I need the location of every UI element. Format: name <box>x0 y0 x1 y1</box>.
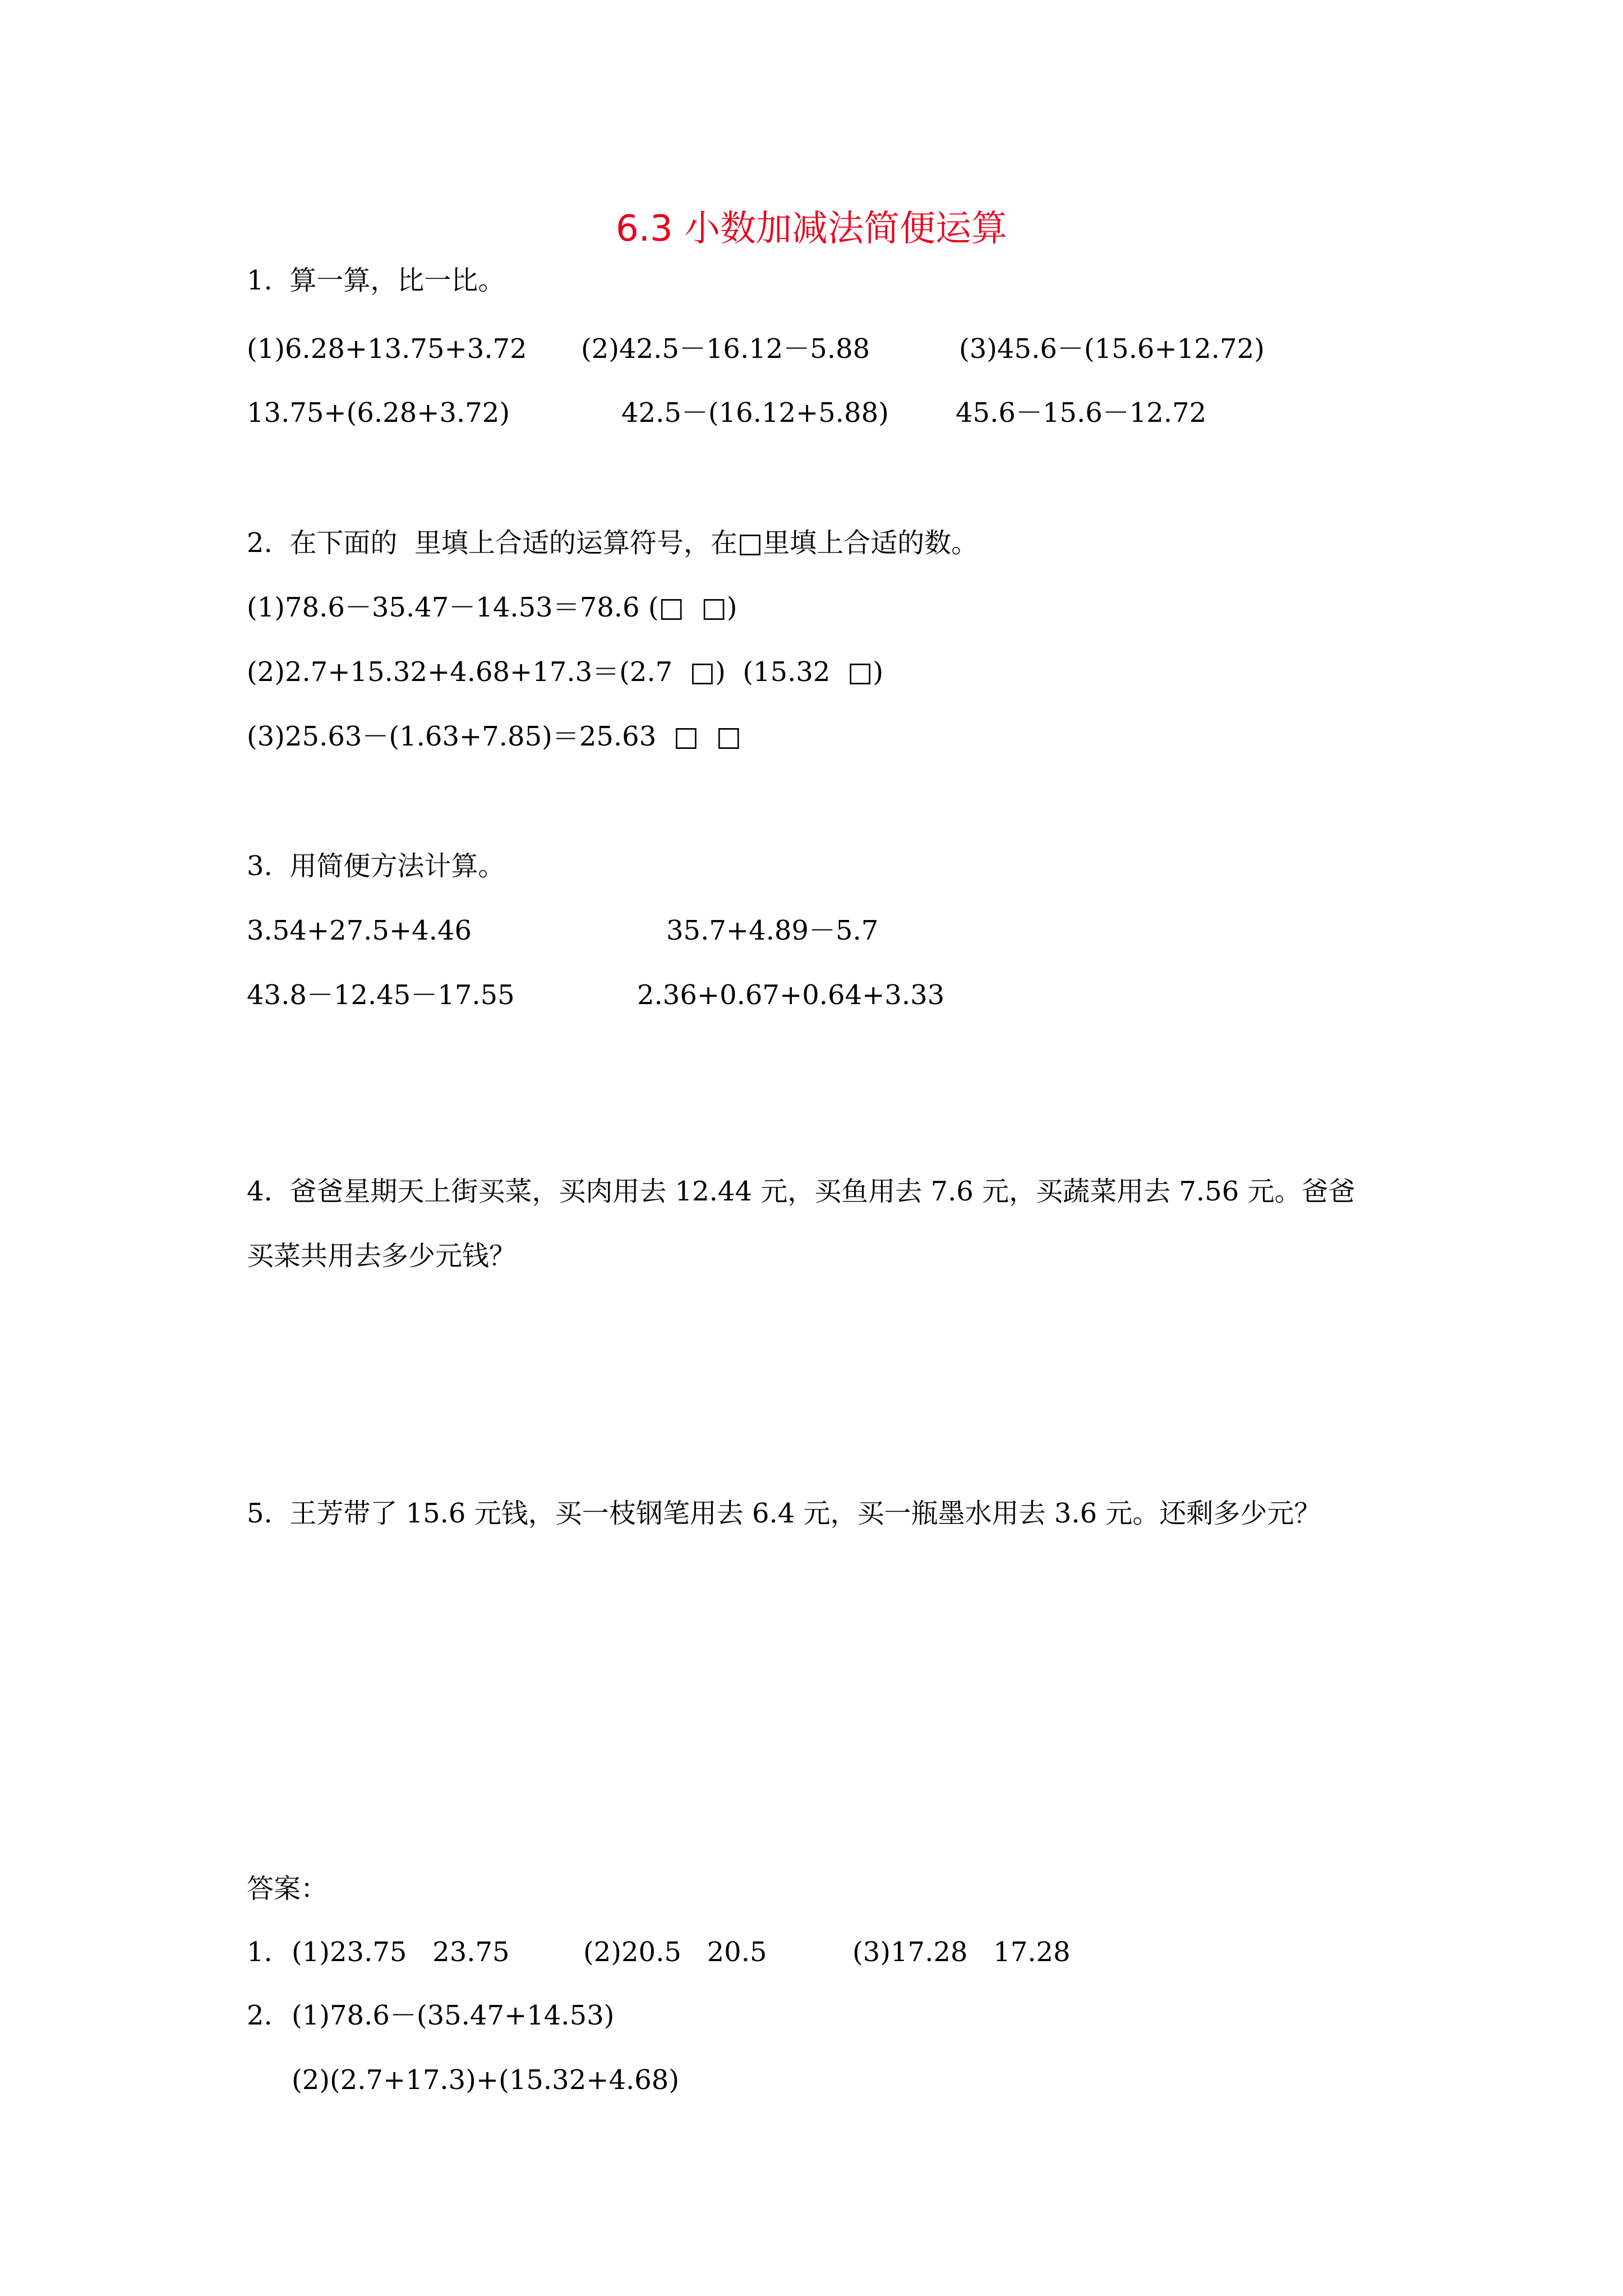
q2-heading: 2. 在下面的 里填上合适的运算符号，在□里填上合适的数。 <box>247 527 979 559</box>
q2-item-3: (3)25.63－(1.63+7.85)＝25.63 □ □ <box>247 721 741 752</box>
q3-expr-3: 43.8－12.45－17.55 <box>247 979 515 1011</box>
q4-line-1: 4. 爸爸星期天上街买菜，买肉用去 12.44 元，买鱼用去 7.6 元，买蔬菜用去 7.56 元。爸爸 <box>247 1176 1355 1207</box>
q1-heading: 1. 算一算，比一比。 <box>247 265 505 296</box>
q1-expr-3b: 45.6－15.6－12.72 <box>956 397 1207 429</box>
q1-expr-2b: 42.5－(16.12+5.88) <box>621 397 889 429</box>
answer-2-number: 2. <box>247 2000 273 2031</box>
q2-item-2: (2)2.7+15.32+4.68+17.3＝(2.7 □) (15.32 □) <box>247 656 884 688</box>
q3-expr-2: 35.7+4.89－5.7 <box>666 915 879 946</box>
q2-item-1: (1)78.6－35.47－14.53＝78.6 (□ □) <box>247 592 737 623</box>
answer-2-part-2: (2)(2.7+17.3)+(15.32+4.68) <box>292 2064 680 2096</box>
q1-expr-2a: (2)42.5－16.12－5.88 <box>581 333 870 365</box>
q1-expr-1b: 13.75+(6.28+3.72) <box>247 397 510 429</box>
answer-1-part-2: (2)20.5 20.5 <box>583 1936 767 1968</box>
answer-1-part-1: (1)23.75 23.75 <box>292 1936 510 1968</box>
q3-expr-4: 2.36+0.67+0.64+3.33 <box>637 979 945 1011</box>
q3-heading: 3. 用简便方法计算。 <box>247 850 505 882</box>
answers-heading: 答案： <box>247 1873 328 1904</box>
answer-1-part-3: (3)17.28 17.28 <box>852 1936 1071 1968</box>
q1-expr-3a: (3)45.6－(15.6+12.72) <box>959 333 1265 365</box>
q3-expr-1: 3.54+27.5+4.46 <box>247 915 472 946</box>
answer-1-number: 1. <box>247 1936 273 1968</box>
q1-expr-1a: (1)6.28+13.75+3.72 <box>247 333 527 365</box>
q5-line-1: 5. 王芳带了 15.6 元钱，买一枝钢笔用去 6.4 元，买一瓶墨水用去 3.6 元。还剩多少元？ <box>247 1498 1321 1529</box>
q4-line-2: 买菜共用去多少元钱？ <box>247 1240 517 1272</box>
page-title: 6.3 小数加减法简便运算 <box>615 208 1008 250</box>
answer-2-part-1: (1)78.6－(35.47+14.53) <box>292 2000 615 2031</box>
